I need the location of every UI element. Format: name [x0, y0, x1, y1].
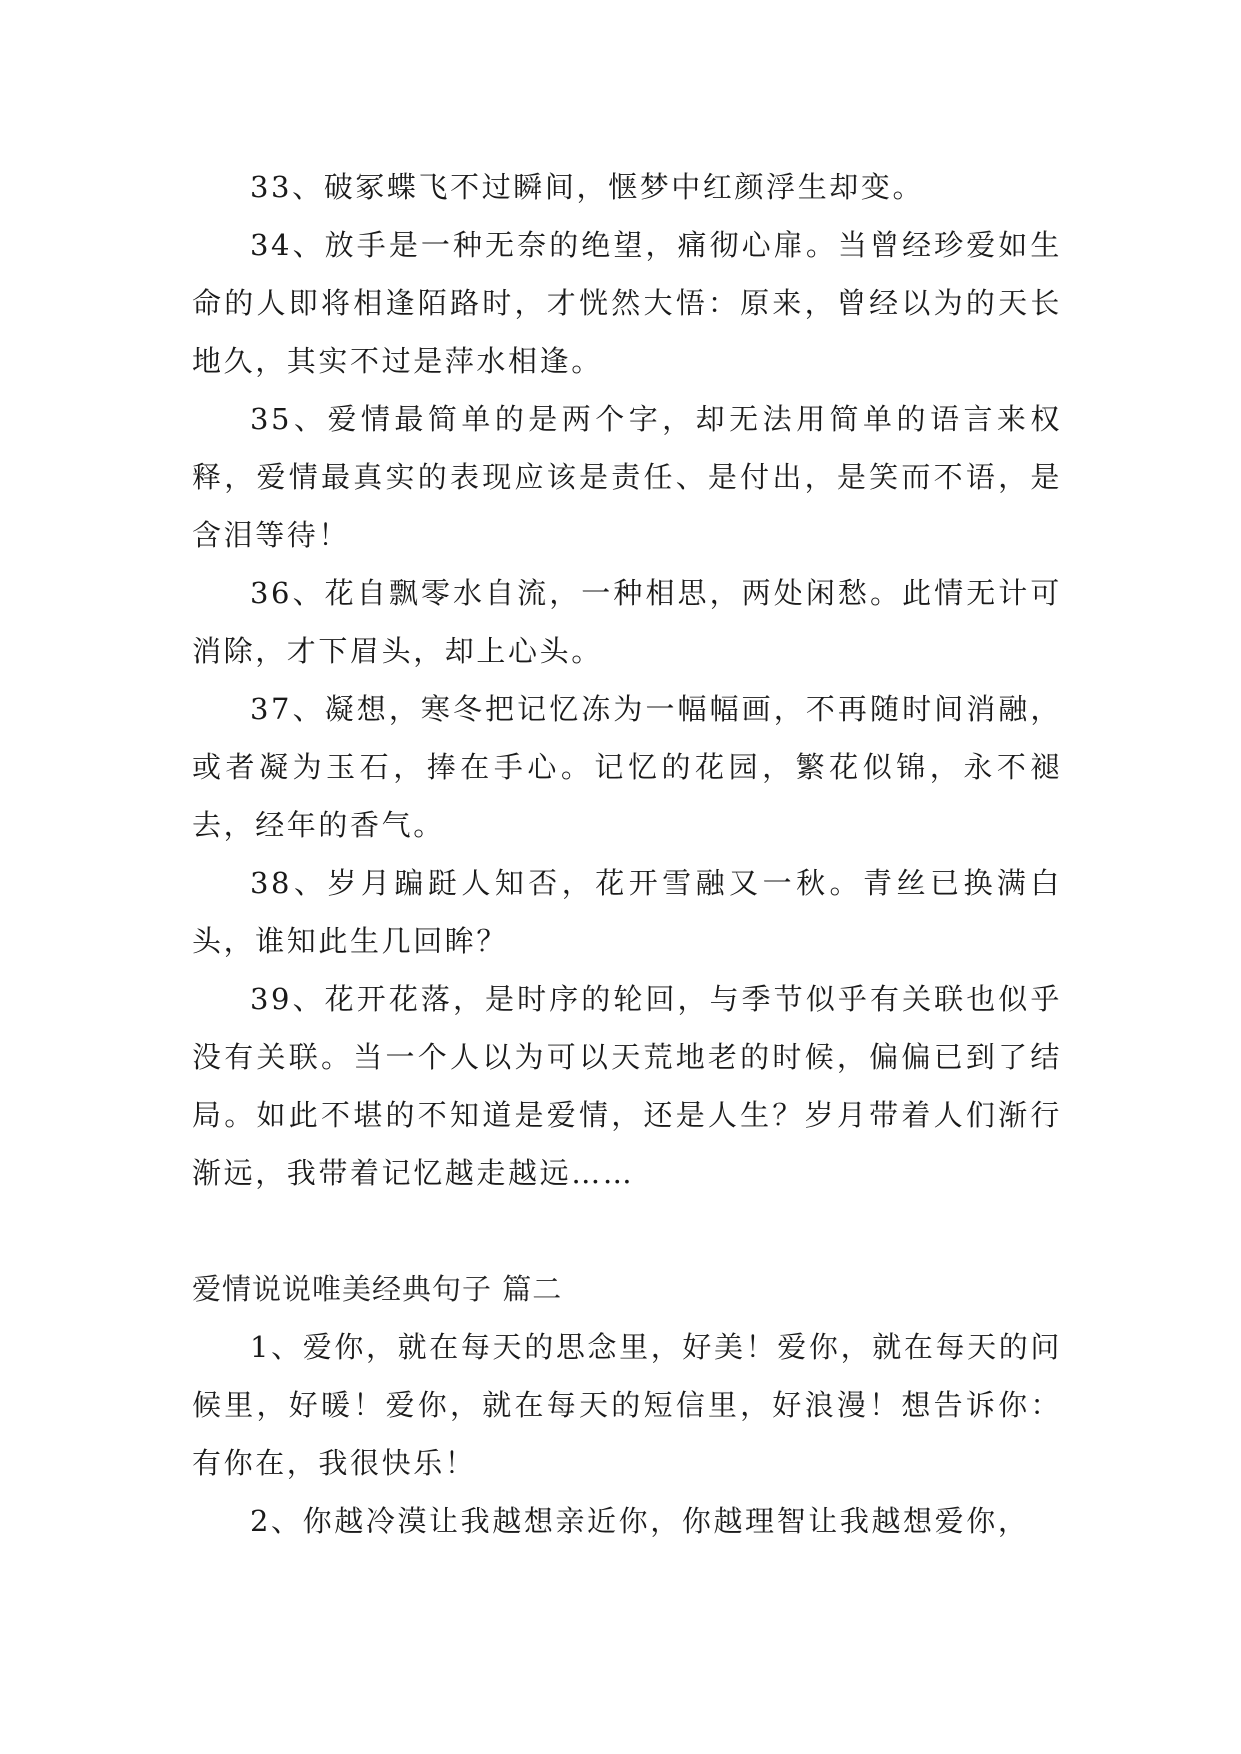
paragraph-2: 2、你越冷漠让我越想亲近你，你越理智让我越想爱你， [250, 1504, 1030, 1538]
paragraph-35: 35、爱情最简单的是两个字，却无法用简单的语言来权释，爱情最真实的表现应该是责任、是付出，是笑而不语，是含泪等待！ [192, 402, 1062, 552]
paragraph-34: 34、放手是一种无奈的绝望，痛彻心扉。当曾经珍爱如生命的人即将相逢陌路时，才恍然大悟：原来，曾经以为的天长地久，其实不过是萍水相逢。 [192, 228, 1062, 378]
section-title: 爱情说说唯美经典句子 篇二 [192, 1272, 563, 1306]
paragraph-1: 1、爱你，就在每天的思念里，好美！爱你，就在每天的问候里，好暖！爱你，就在每天的短信里，好浪漫！想告诉你：有你在，我很快乐！ [192, 1330, 1062, 1480]
paragraph-37: 37、凝想，寒冬把记忆冻为一幅幅画，不再随时间消融，或者凝为玉石，捧在手心。记忆的花园，繁花似锦，永不褪去，经年的香气。 [192, 692, 1062, 842]
paragraph-39: 39、花开花落，是时序的轮回，与季节似乎有关联也似乎没有关联。当一个人以为可以天荒地老的时候，偏偏已到了结局。如此不堪的不知道是爱情，还是人生？岁月带着人们渐行渐远，我带着记忆越走越远…… [192, 982, 1062, 1190]
paragraph-36: 36、花自飘零水自流，一种相思，两处闲愁。此情无计可消除，才下眉头，却上心头。 [192, 576, 1062, 668]
paragraph-38: 38、岁月蹁跹人知否，花开雪融又一秋。青丝已换满白头，谁知此生几回眸？ [192, 866, 1062, 958]
paragraph-33: 33、破冢蝶飞不过瞬间，惬梦中红颜浮生却变。 [250, 170, 925, 204]
document-page [192, 158, 1062, 1550]
